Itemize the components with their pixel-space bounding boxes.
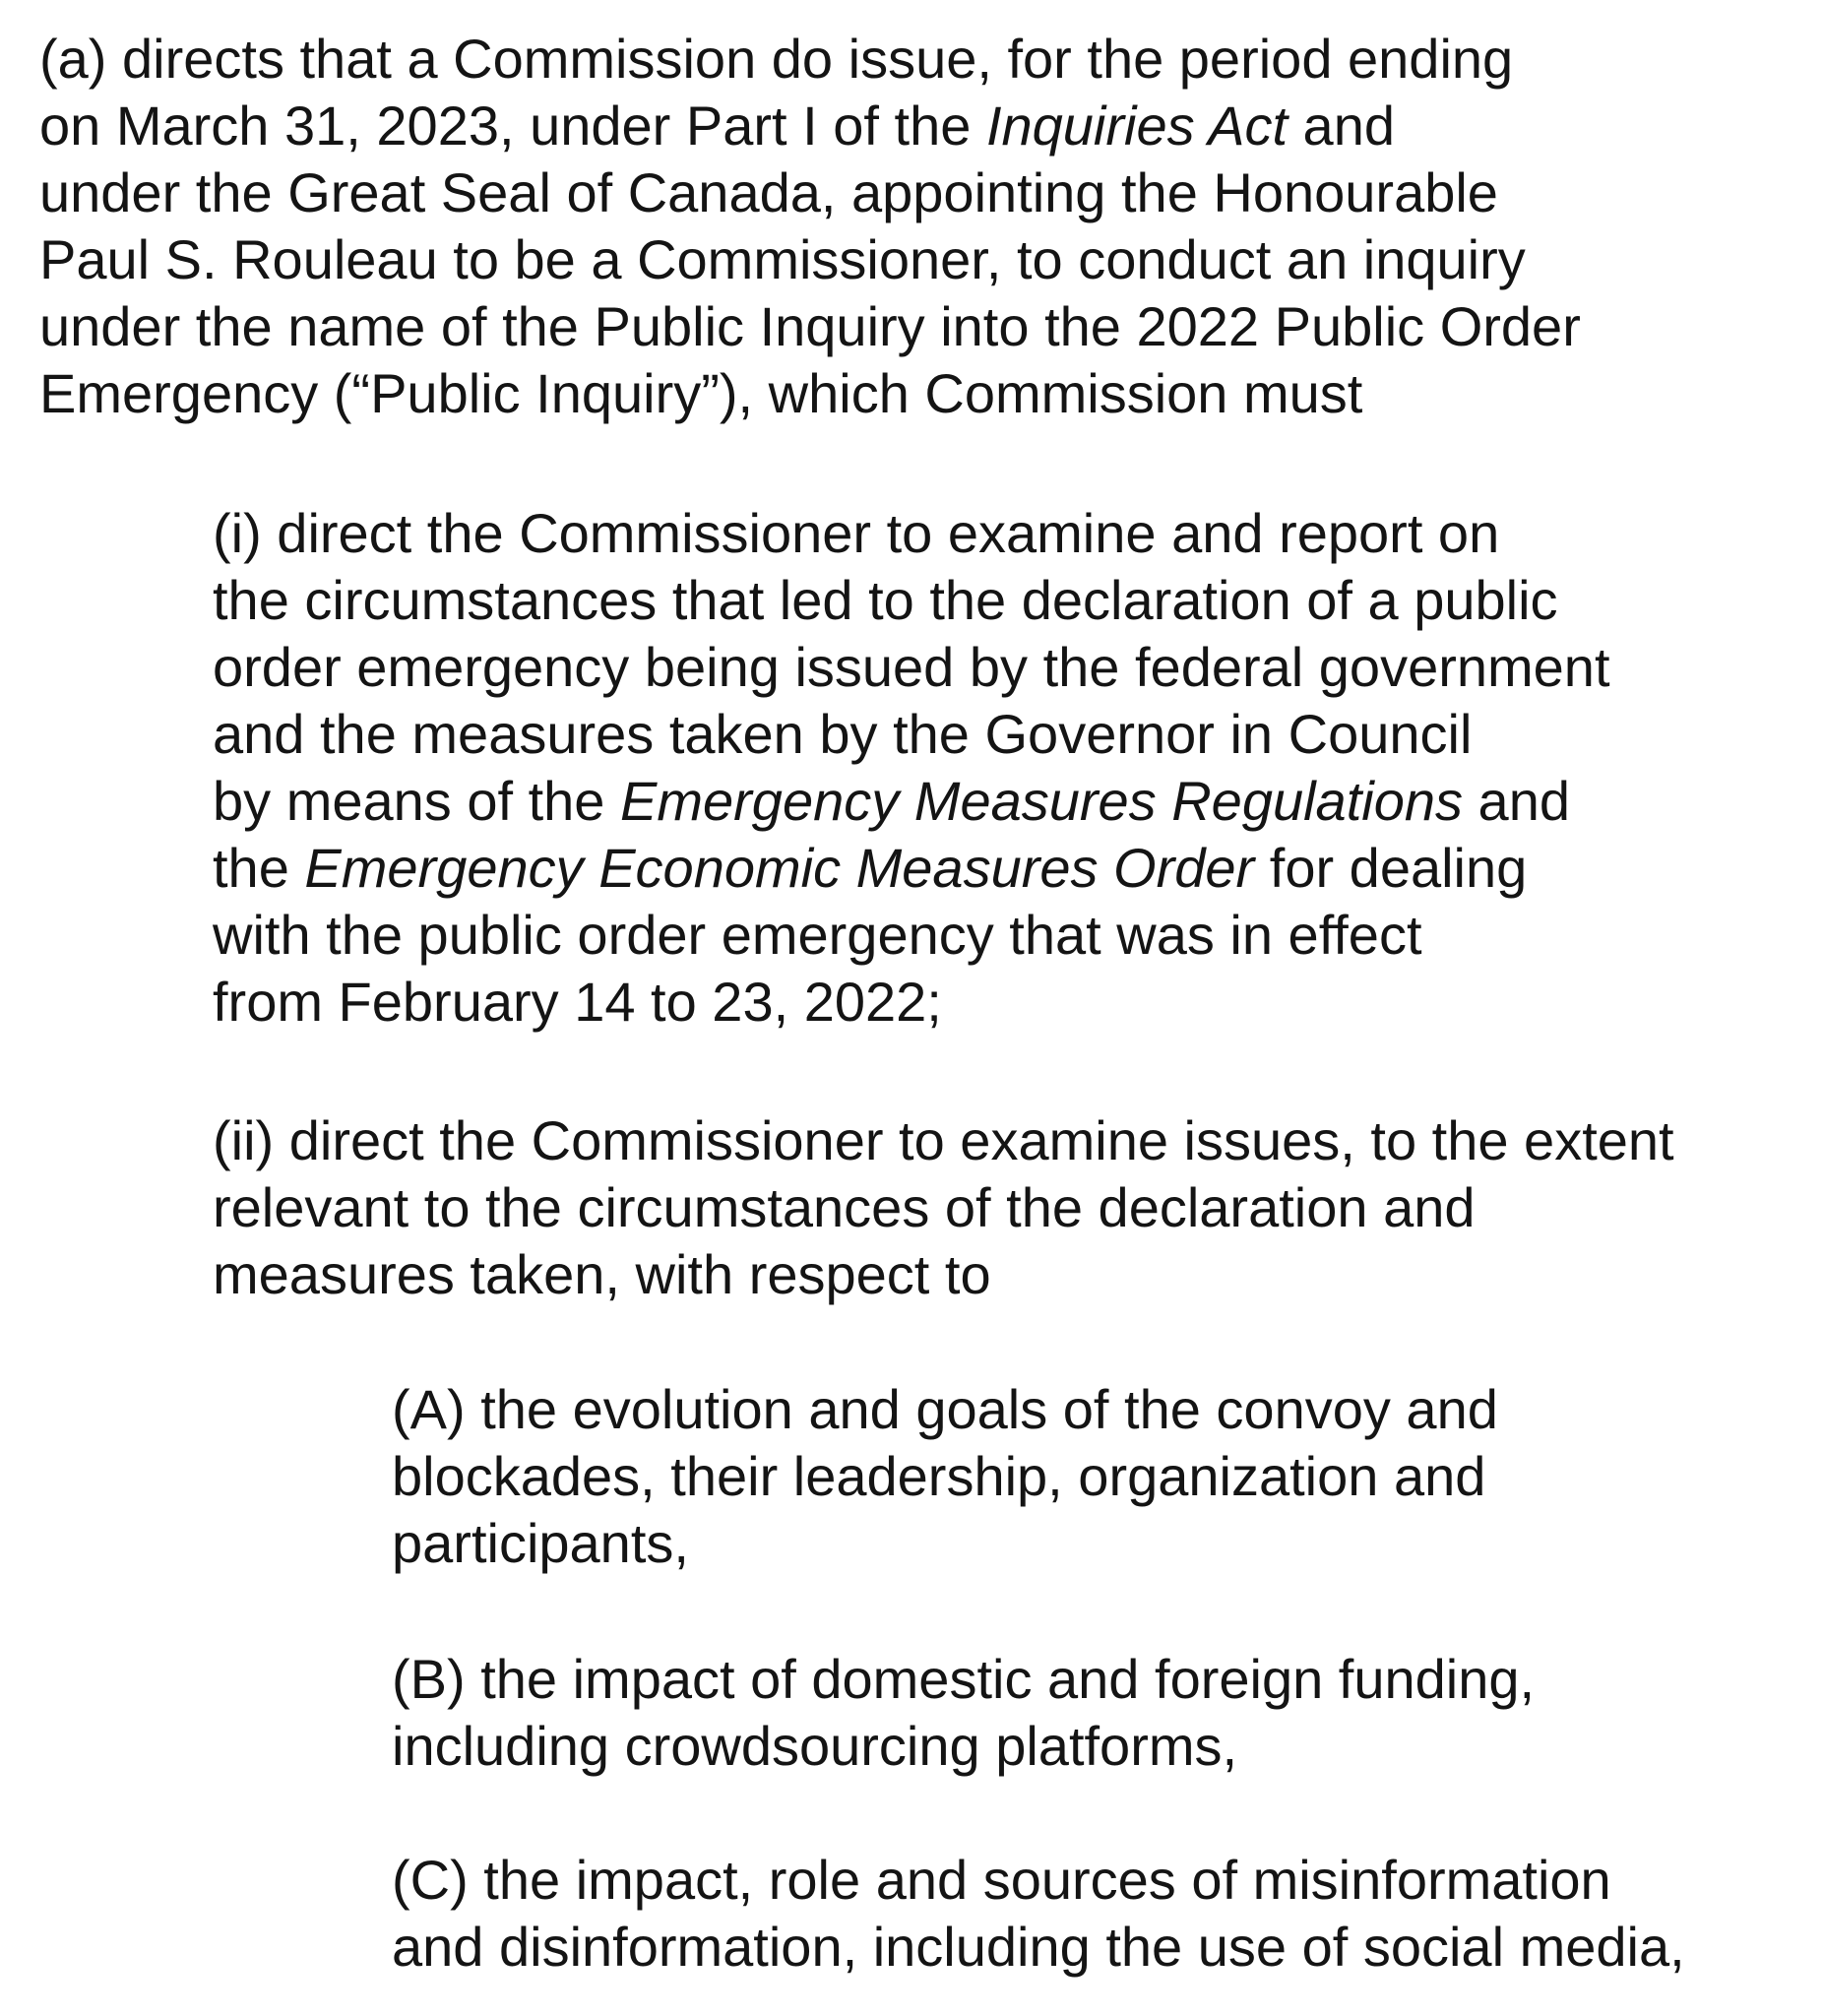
text-segment: for dealing (1254, 837, 1528, 899)
text-segment: including crowdsourcing platforms, (392, 1715, 1238, 1777)
text-segment: with the public order emergency that was in effect (213, 904, 1422, 966)
paragraph-a (39, 26, 1581, 427)
text-line (39, 293, 1581, 360)
paragraph-A (392, 1376, 1498, 1577)
text-segment: on March 31, 2023, under Part I of the (39, 94, 986, 157)
text-segment: relevant to the circumstances of the declaration and (213, 1176, 1476, 1238)
italic-title: Emergency Measures Regulations (620, 770, 1463, 832)
text-line (213, 1174, 1674, 1241)
text-line (39, 26, 1581, 93)
paragraph-i (213, 500, 1610, 1036)
paragraph-B (392, 1646, 1535, 1780)
text-segment: (ii) direct the Commissioner to examine issues, to the extent (213, 1109, 1674, 1171)
text-line (39, 226, 1581, 293)
text-segment: (i) direct the Commissioner to examine and report on (213, 502, 1500, 564)
paragraph-ii (213, 1107, 1674, 1308)
text-line (213, 902, 1610, 969)
text-line (392, 1847, 1685, 1914)
text-line (213, 768, 1610, 835)
text-line (213, 500, 1610, 567)
text-segment: (A) the evolution and goals of the convoy and (392, 1378, 1498, 1440)
text-line (39, 93, 1581, 159)
text-line (213, 567, 1610, 634)
text-segment: the (213, 837, 305, 899)
text-line (213, 969, 1610, 1036)
text-segment: under the Great Seal of Canada, appointing the Honourable (39, 161, 1498, 223)
text-segment: and the measures taken by the Governor in Council (213, 703, 1473, 765)
text-segment: order emergency being issued by the federal government (213, 636, 1610, 698)
text-line (213, 1107, 1674, 1174)
text-segment: from February 14 to 23, 2022; (213, 971, 942, 1033)
text-line (392, 1646, 1535, 1713)
text-line (213, 835, 1610, 902)
text-segment: and (1288, 94, 1395, 157)
text-segment: the circumstances that led to the declaration of a public (213, 569, 1558, 631)
paragraph-C (392, 1847, 1685, 1981)
text-line (213, 701, 1610, 768)
text-line (392, 1443, 1498, 1510)
text-segment: measures taken, with respect to (213, 1243, 991, 1305)
text-segment: (B) the impact of domestic and foreign funding, (392, 1648, 1536, 1710)
text-segment: Emergency (“Public Inquiry”), which Commission must (39, 362, 1363, 424)
italic-title: Emergency Economic Measures Order (304, 837, 1255, 899)
text-segment: blockades, their leadership, organization and (392, 1445, 1486, 1507)
text-line (39, 159, 1581, 226)
text-segment: under the name of the Public Inquiry into the 2022 Public Order (39, 295, 1581, 357)
text-segment: Paul S. Rouleau to be a Commissioner, to conduct an inquiry (39, 228, 1526, 290)
text-line (392, 1376, 1498, 1443)
text-segment: and (1462, 770, 1570, 832)
text-line (392, 1914, 1685, 1981)
text-segment: (C) the impact, role and sources of misinformation (392, 1849, 1611, 1911)
text-segment: (a) directs that a Commission do issue, for the period ending (39, 28, 1514, 90)
text-line (392, 1713, 1535, 1780)
italic-title: Inquiries Act (985, 94, 1288, 157)
text-line (392, 1510, 1498, 1577)
text-segment: participants, (392, 1512, 689, 1574)
text-line (213, 1241, 1674, 1308)
text-line (39, 360, 1581, 427)
text-segment: and disinformation, including the use of social media, (392, 1916, 1685, 1978)
text-line (213, 634, 1610, 701)
text-segment: by means of the (213, 770, 621, 832)
